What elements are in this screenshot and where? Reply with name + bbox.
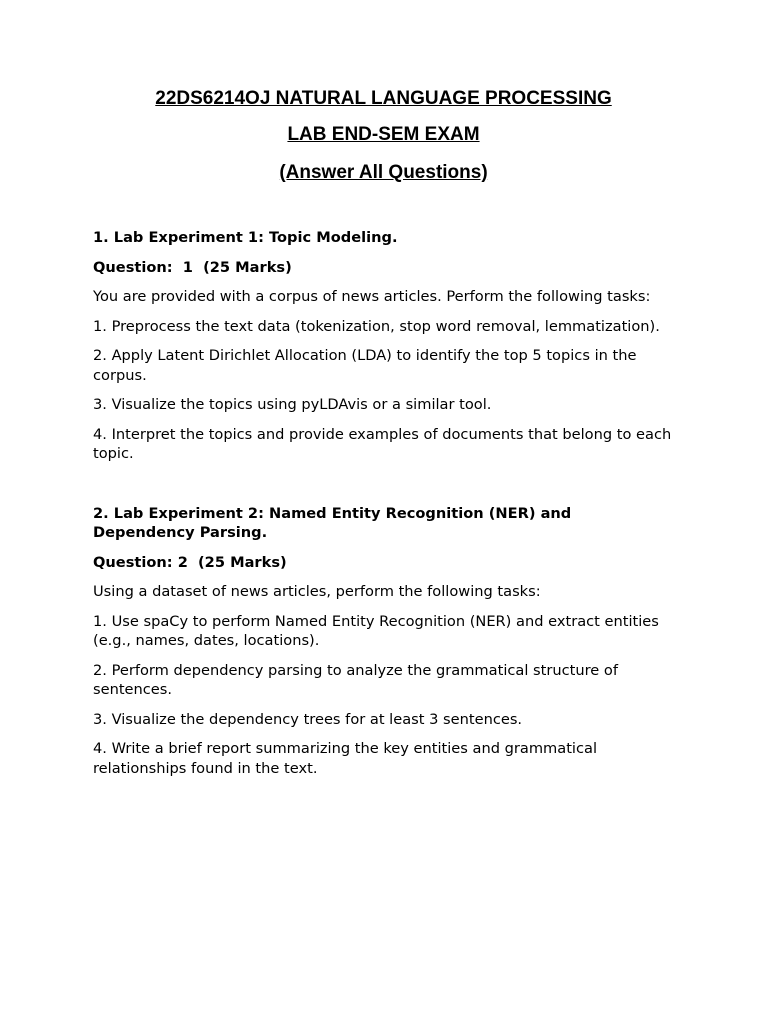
- task-item: 1. Preprocess the text data (tokenization, stop word removal, lemmatization).: [93, 317, 660, 335]
- task-item: 2. Apply Latent Dirichlet Allocation (LDA) to identify the top 5 topics in the corpus.: [93, 347, 637, 384]
- section-heading: 2. Lab Experiment 2: Named Entity Recognition (NER) and Dependency Parsing.: [93, 504, 572, 541]
- section-heading: 1. Lab Experiment 1: Topic Modeling.: [93, 229, 398, 246]
- question-intro: You are provided with a corpus of news articles. Perform the following tasks:: [93, 288, 651, 305]
- task-item: 3. Visualize the topics using pyLDAvis or a similar tool.: [93, 396, 492, 413]
- question-label: Question: 2 (25 Marks): [93, 553, 287, 571]
- section-ner-dependency: [93, 504, 674, 779]
- task-item: 4. Write a brief report summarizing the key entities and grammatical relationships found in the text.: [93, 740, 597, 777]
- exam-instruction: (Answer All Questions): [279, 162, 488, 183]
- question-intro: Using a dataset of news articles, perform the following tasks:: [93, 583, 541, 600]
- exam-header: [93, 0, 674, 185]
- task-item: 1. Use spaCy to perform Named Entity Recognition (NER) and extract entities (e.g., names, dates, locations).: [93, 612, 659, 649]
- question-label: Question: 1 (25 Marks): [93, 258, 292, 276]
- task-item: 4. Interpret the topics and provide examples of documents that belong to each topic.: [93, 425, 672, 462]
- course-title: 22DS6214OJ NATURAL LANGUAGE PROCESSING: [155, 88, 612, 109]
- task-item: 3. Visualize the dependency trees for at least 3 sentences.: [93, 710, 523, 728]
- task-item: 2. Perform dependency parsing to analyze the grammatical structure of sentences.: [93, 661, 618, 698]
- section-topic-modeling: [93, 228, 674, 464]
- exam-title: LAB END-SEM EXAM: [287, 124, 480, 145]
